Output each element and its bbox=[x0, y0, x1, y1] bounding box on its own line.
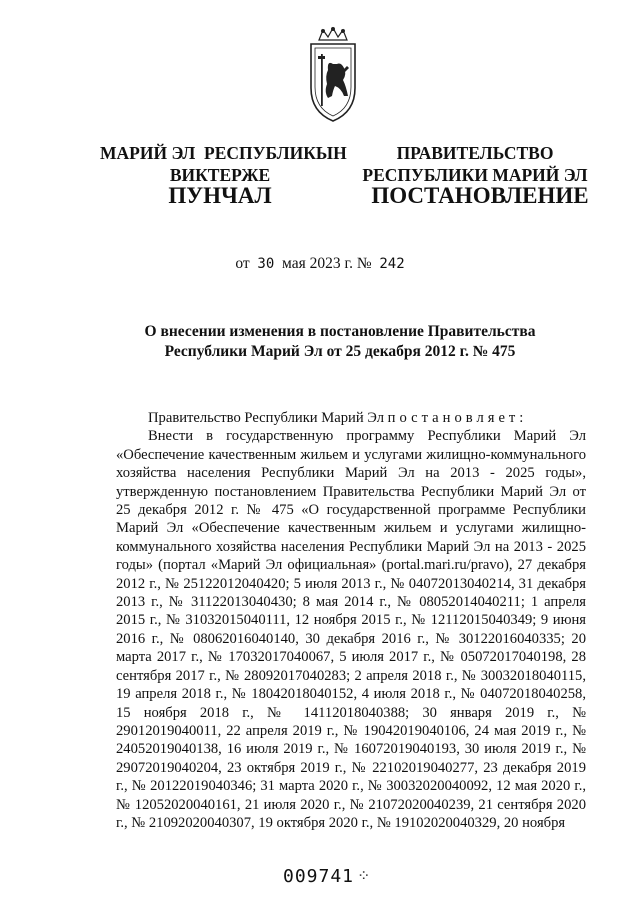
header-left-line1: МАРИЙ ЭЛ РЕСПУБЛИКЫН bbox=[100, 143, 347, 163]
date-month-year: мая 2023 г. № bbox=[282, 255, 372, 272]
intro-paragraph bbox=[116, 409, 586, 427]
title-line1: О внесении изменения в постановление Правительства bbox=[144, 323, 536, 340]
intro-text: Правительство Республики Марий Эл bbox=[148, 410, 385, 426]
form-serial-number: 009741 bbox=[283, 866, 355, 887]
date-prefix: от bbox=[235, 255, 250, 272]
serial-mark: ⁘ bbox=[357, 868, 371, 885]
main-paragraph: Внести в государственную программу Республики Марий Эл «Обеспечение качественным жильем и услугами жилищно-коммунального хозяйства населения Республики Марий Эл на 2013 - 2025 годы», утвержденную постановлением Правительства Республики Марий Эл от 25 декабря 2012 г. № 475 «О государственной программе Республики Марий Эл «Обеспечение качественным жильем и услугами жилищно-коммунального хозяйства населения Республики Марий Эл на 2013 - 2025 годы» (портал «Марий Эл официальная» (portal.mari.ru/pravo), 27 декабря 2012 г., № 25122012040420; 5 июля 2013 г., № 04072013040214, 31 декабря 2013 г., № 31122013040430; 8 мая 2014 г., № 08052014040211; 1 апреля 2015 г., № 31032015040111, 12 ноября 2015 г., № 12112015040349; 9 июня 2016 г., № 08062016040140, 30 декабря 2016 г., № 30122016040335; 20 марта 2017 г., № 17032017040067, 5 июля 2017 г., № 05072017040198, 28 сентября 2017 г., № 28092017040283; 2 апреля 2018 г., № 30032018040115, 19 апреля 2018 г., № 18042018040152, 4 июля 2018 г., № 04072018040258, 15 ноября 2018 г., № 14112018040388; 30 января 2019 г., № 29012019040011, 22 апреля 2019 г., № 19042019040106, 24 мая 2019 г., № 24052019040138, 16 июля 2019 г., № 16072019040193, 30 июля 2019 г., № 29072019040204, 23 октября 2019 г., № 22102019040277, 23 декабря 2019 г., № 20122019040346; 31 марта 2020 г., № 30032020040092, 12 мая 2020 г., № 12052020040161, 21 июля 2020 г., № 21072020040239, 21 сентября 2020 г., № 21092020040307, 19 октября 2020 г., № 19102020040329, 20 ноября bbox=[116, 428, 586, 831]
header-left-title: ПУНЧАЛ bbox=[168, 183, 272, 208]
document-title bbox=[100, 322, 580, 362]
date-day: 30 bbox=[257, 256, 275, 272]
header-right-line1: ПРАВИТЕЛЬСТВО bbox=[396, 143, 554, 163]
document-dateline bbox=[0, 255, 640, 273]
header-right-title: ПОСТАНОВЛЕНИЕ bbox=[371, 183, 589, 208]
coat-of-arms-emblem bbox=[297, 26, 369, 124]
document-body bbox=[116, 409, 586, 832]
intro-spaced: постановляет: bbox=[387, 410, 528, 426]
header-left-block bbox=[100, 142, 347, 186]
header-right-block bbox=[355, 142, 595, 186]
document-number: 242 bbox=[379, 256, 405, 272]
header-right-line2: РЕСПУБЛИКИ МАРИЙ ЭЛ bbox=[362, 165, 588, 185]
header-left-line2: ВИКТЕРЖЕ bbox=[169, 165, 271, 185]
title-line2: Республики Марий Эл от 25 декабря 2012 г. № 475 bbox=[164, 343, 516, 360]
